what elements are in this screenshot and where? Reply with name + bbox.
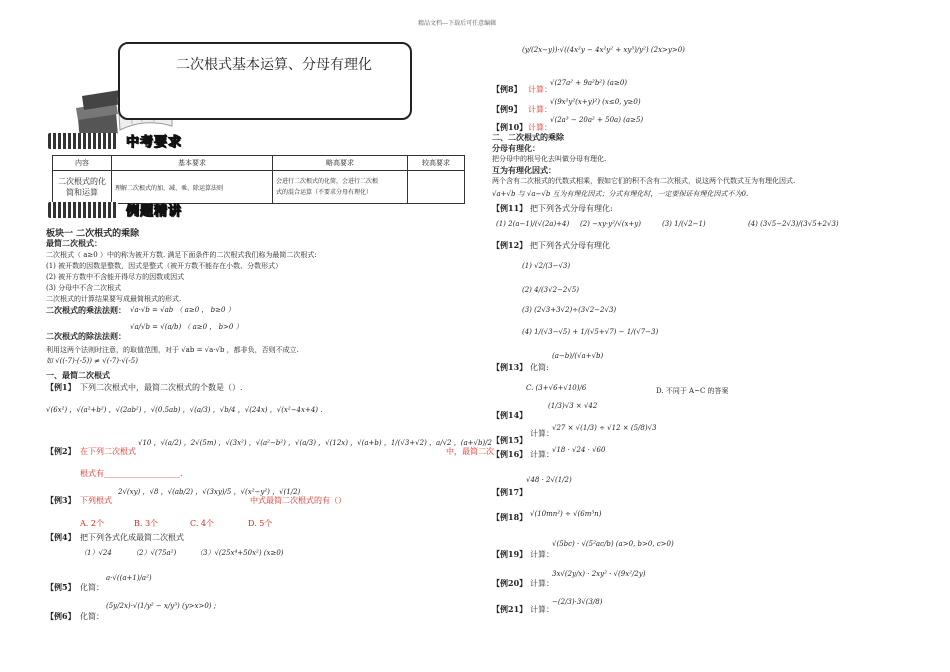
example-subitem: (2) 4/(3√2−2√5): [522, 286, 580, 294]
option-c: C. (3+√6+√10)/6: [526, 384, 587, 392]
example-label: 【例2】: [46, 446, 76, 456]
multiplication-formula: √a·√b = √ab （ a≥0 ， b≥0 ）: [130, 306, 235, 314]
example-text-tail: 中，最简二次: [446, 447, 494, 456]
example-label: 【例1】: [46, 382, 76, 392]
example-expression: √10 ，√(a/2) ，2√(5m) ，√(3x²) ，√(a²−b²) ，√(a/3) ，√(12x) ，√(a+b) ，1/(√3+√2) ，a/√2 ，(a+√b)/2: [138, 439, 492, 447]
example-label: 【例19】: [492, 549, 528, 559]
definition-line: (3) 分母中不含二次根式: [46, 284, 122, 292]
page-title: 二次根式基本运算、分母有理化: [176, 57, 372, 73]
example-label: 【例10】: [492, 122, 528, 132]
requirements-table: [52, 155, 465, 204]
table-cell-basic: 理解二次根式的加、减、乘、除运算法则: [112, 171, 273, 204]
calc-label: 计算：: [528, 123, 552, 132]
example-text: 化简：: [80, 612, 104, 621]
example-label: 【例12】: [492, 240, 528, 250]
example-expression: √(9x²y²(x+y)²) (x≤0, y≥0): [550, 98, 641, 106]
calc-label: 计算：: [530, 605, 554, 614]
example-label: 【例18】: [492, 512, 528, 522]
example-subitem: (2) −xy·y²/√(x+y): [580, 220, 641, 228]
example-text: 下列根式: [80, 496, 112, 505]
example-subitem: (1) √2/(3−√3): [522, 262, 571, 270]
option-b: B. 3个: [134, 519, 159, 528]
example-subitem: (4) (3√5−2√3)/(3√5+2√3): [748, 220, 839, 228]
example-subitem: (1) 2(a−1)/(√(2a)+4): [496, 220, 570, 228]
example-expression: (y/(2x−y))·√((4x²y − 4x²y² + xy³)/y²) (2x>y>0): [522, 46, 685, 54]
simplest-heading: 最简二次根式：: [46, 238, 102, 248]
example-subitem: （1）√24: [80, 549, 112, 557]
calc-label: 计算：: [530, 579, 554, 588]
example-label: 【例17】: [492, 487, 528, 497]
example-expression: a·√((a+1)/a²): [106, 574, 152, 582]
table-cell-topic: 二次根式的化简和运算: [53, 171, 112, 204]
banner-stripes: [48, 202, 118, 218]
definition-line: 二次根式（ a≥0 ）中的称为被开方数. 满足下面条件的二次根式我们称为最简二次根式:: [46, 251, 317, 259]
example-label: 【例8】: [492, 84, 522, 94]
calc-label: 计算：: [530, 450, 554, 459]
module-heading: 板块一 二次根式的乘除: [46, 229, 140, 239]
example-label: 【例16】: [492, 449, 528, 459]
table-header-cell: 较高要求: [408, 156, 465, 171]
part-one-heading: 一、最简二次根式: [46, 370, 110, 380]
table-header-cell: 内容: [53, 156, 112, 171]
example-expression: √(27a² + 9a²b²) (a≥0): [550, 79, 628, 87]
example-text: 把下列各式分母有理化: [530, 241, 610, 250]
example-label: 【例14】: [492, 410, 528, 420]
example-label: 【例5】: [46, 582, 76, 592]
example-expression: √48 · 2√(1/2): [526, 476, 572, 484]
table-header-cell: 略高要求: [273, 156, 408, 171]
division-rule-heading: 二次根式的除法法则：: [46, 331, 126, 341]
example-expression: √(6x²) ，√(a²+b²) ，√(2ab²) ，√(0.5ab) ，√(a/3) ，√b/4 ，√(24x) ，√(x²−4x+4) .: [46, 406, 323, 414]
option-c: C. 4个: [190, 519, 215, 528]
multiplication-rule-heading: 二次根式的乘法法则：: [46, 305, 126, 315]
banner-stripes: [48, 133, 118, 149]
example-expression: 2√(xy) ，√8 ，√(ab/2) ，√(3xy)/5 ，√(x²−y²) ，√(1/2): [118, 488, 301, 496]
option-a: A. 2个: [80, 519, 104, 528]
examples-banner-label: 例题精讲: [126, 204, 183, 219]
example-text: 在下列二次根式: [80, 447, 136, 456]
rationalize-heading: 分母有理化：: [492, 143, 540, 153]
example-text: 把下列各式分母有理化:: [530, 204, 613, 213]
header-note: 精品文档---下载后可任意编辑: [418, 20, 497, 27]
table-header-cell: 基本要求: [112, 156, 273, 171]
example-expression: √(10mn²) ÷ √(6m³n): [530, 510, 602, 518]
calc-label: 计算：: [528, 85, 552, 94]
definition-line: 二次根式的计算结果要写成最简根式的形式.: [46, 295, 182, 303]
example-subitem: (3) (2√3+3√2)÷(3√2−2√3): [522, 306, 617, 314]
example-subitem: （2）√(75a²): [132, 549, 177, 557]
conjugate-heading: 互为有理化因式：: [492, 165, 556, 175]
example-text-continued: 根式有___________________.: [80, 469, 183, 478]
requirements-banner-label: 中考要求: [126, 135, 183, 150]
examples-banner: [48, 200, 248, 222]
example-label: 【例6】: [46, 611, 76, 621]
example-label: 【例15】: [492, 435, 528, 445]
note-line: 利用这两个法则时注意，的取值范围，对于 √ab = √a·√b ，都非负，否则不成立.: [46, 346, 299, 354]
example-expression: (a−b)/(√a+√b): [552, 352, 604, 360]
example-label: 【例4】: [46, 532, 76, 542]
example-expression: −(2/3)·3√(3/8): [552, 598, 603, 606]
example-expression: (1/3)√3 × √42: [548, 402, 598, 410]
division-formula: √a/√b = √(a/b) （ a≥0 ， b>0 ）: [130, 323, 243, 331]
definition-line: 把分母中的根号化去叫做分母有理化.: [492, 155, 607, 163]
table-cell-highest: [408, 171, 465, 204]
option-d: D. 不同于 A~C 的答案: [656, 387, 729, 395]
example-text: 化简:: [530, 363, 549, 372]
part-two-heading: 二、二次根式的乘除: [492, 132, 564, 142]
calc-label: 计算：: [530, 429, 554, 438]
note-line: 如 √((-7)·(-5)) ≠ √(-7)·√(-5): [46, 357, 138, 365]
calc-label: 计算：: [530, 550, 554, 559]
example-label: 【例13】: [492, 362, 528, 372]
table-row: [53, 171, 465, 204]
definition-line: (1) 被开数的因数是整数，因式是整式（被开方数不能存在小数、分数形式）: [46, 262, 283, 270]
definition-line: 两个含有二次根式的代数式相乘，假如它们的积不含有二次根式，说这两个代数式互为有理化因式.: [492, 177, 796, 185]
definition-line: (2) 被开方数中不含能开得尽方的因数或因式: [46, 273, 185, 281]
example-text: 把下列各式化成最简二次根式: [80, 533, 184, 542]
example-expression: √18 · √24 · √60: [552, 446, 606, 454]
table-header-row: [53, 156, 465, 171]
table-cell-higher: [273, 171, 408, 204]
example-label: 【例3】: [46, 495, 76, 505]
example-label: 【例21】: [492, 604, 528, 614]
table-cell-higher-line: 式的混合运算（不要求分母有理化）: [276, 189, 373, 196]
example-subitem: (3) 1/(√2−1): [662, 220, 706, 228]
example-text: 化简：: [80, 583, 104, 592]
example-expression: (5y/2x)·√(1/y² − x/y³) (y>x>0) ;: [106, 602, 217, 610]
example-label: 【例20】: [492, 578, 528, 588]
requirements-banner: [48, 131, 248, 153]
definition-line: √a+√b 与 √a−√b 互为有理化因式；分式有理化时，一定要保证有理化因式不为0.: [492, 190, 749, 198]
example-label: 【例11】: [492, 203, 528, 213]
example-text-tail: 中式最简二次根式的有（）: [250, 496, 346, 505]
example-subitem: (4) 1/(√3−√5) + 1/(√5+√7) − 1/(√7−3): [522, 328, 659, 336]
table-cell-higher-line: 会进行二次根式的化简，会进行二次根: [276, 178, 379, 185]
example-text: 下列二次根式中，最简二次根式的个数是（）.: [80, 383, 243, 392]
example-label: 【例9】: [492, 104, 522, 114]
example-expression: √(5bc) · √(5²ac/b) (a>0, b>0, c>0): [552, 540, 674, 548]
example-expression: √27 × √(1/3) ÷ √12 × (5/8)√3: [552, 424, 657, 432]
example-expression: √(2a³ − 20a² + 50a) (a≥5): [550, 116, 644, 124]
example-expression: 3x√(2y/x) · 2xy² · √(9x²/2y): [552, 570, 646, 578]
calc-label: 计算：: [528, 105, 552, 114]
example-subitem: （3）√(25x⁴+50x²) (x≥0): [196, 549, 284, 557]
option-d: D. 5个: [248, 519, 273, 528]
